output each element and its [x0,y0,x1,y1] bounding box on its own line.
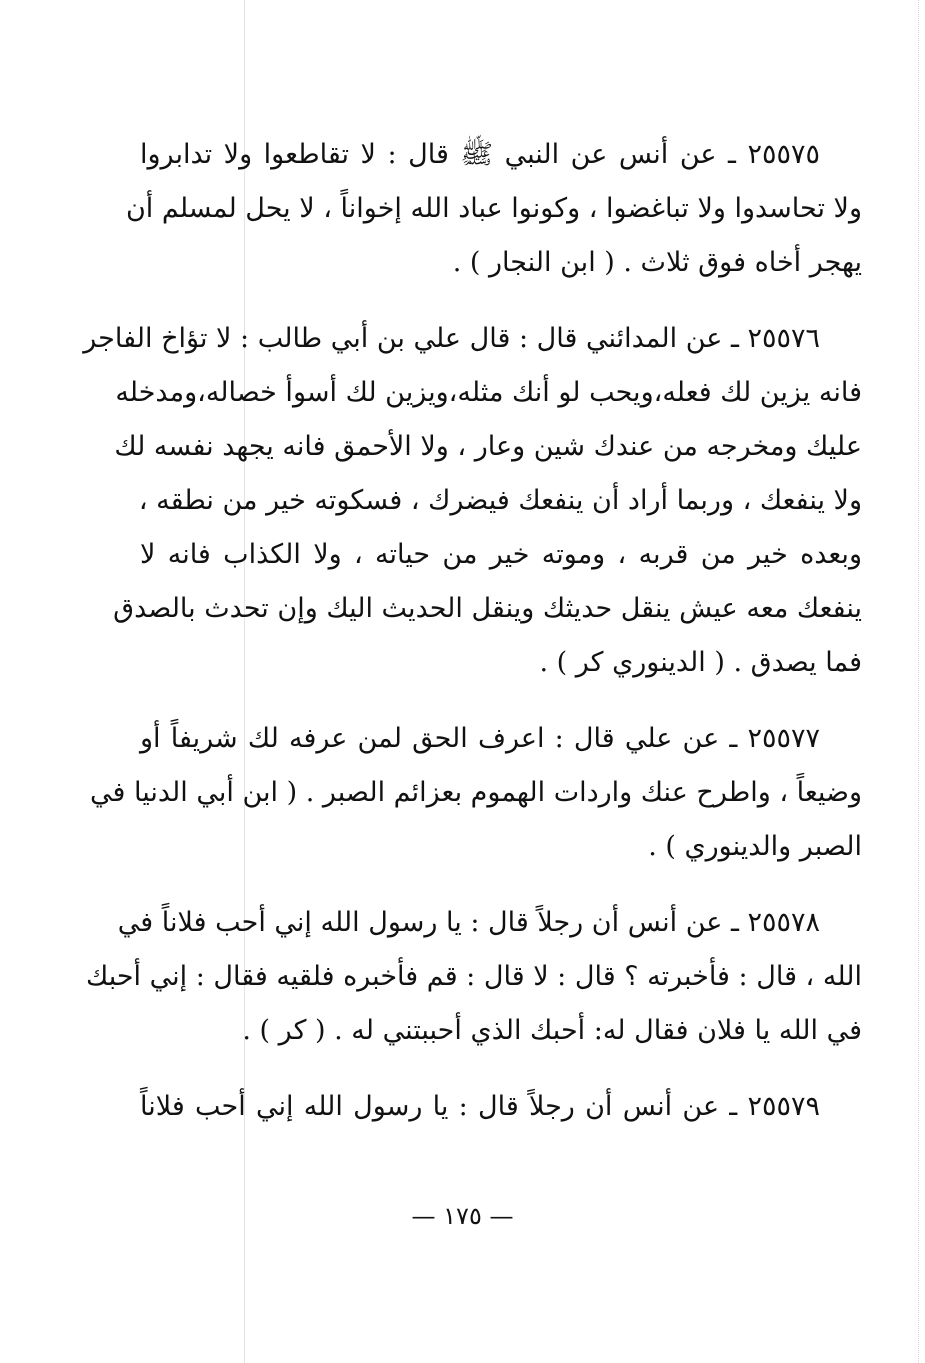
text-line: الله ، قال : فأخبرته ؟ قال : لا قال : قم فأخبره فلقيه فقال : إني أحبك [85,961,862,992]
text-line: فانه يزين لك فعله،ويحب لو أنك مثله،ويزين لك أسوأ خصاله،ومدخله [115,377,862,408]
text-line: فما يصدق . ( الدينوري كر ) . [539,647,862,678]
page-edge-marks [917,0,919,1363]
text-line: في الله يا فلان فقال له: أحبك الذي أحببتني له . ( كر ) . [242,1015,862,1046]
entry-25577 [89,712,862,874]
entry-25578 [85,896,862,1058]
text-line: وبعده خير من قربه ، وموته خير من حياته ، ولا الكذاب فانه لا [140,539,862,570]
entry-25579 [140,1080,862,1134]
text-line: ٢٥٥٧٩ ـ عن أنس أن رجلاً قال : يا رسول الله إني أحب فلاناً [140,1091,820,1122]
text-line: ينفعك معه عيش ينقل حديثك وينقل الحديث اليك وإن تحدث بالصدق [113,593,862,624]
entry-25575 [125,128,862,290]
text-line: ٢٥٥٧٨ ـ عن أنس أن رجلاً قال : يا رسول الله إني أحب فلاناً في [117,907,820,938]
text-line: ولا ينفعك ، وربما أراد أن ينفعك فيضرك ، فسكوته خير من نطقه ، [138,485,862,516]
page-number: — ١٧٥ — [411,1202,514,1230]
text-line: ولا تحاسدوا ولا تباغضوا ، وكونوا عباد الله إخواناً ، لا يحل لمسلم أن [125,193,862,224]
text-line: ٢٥٥٧٧ ـ عن علي قال : اعرف الحق لمن عرفه لك شريفاً أو [140,723,820,754]
text-line: الصبر والدينوري ) . [648,831,862,862]
entry-25576 [83,312,862,690]
text-line: ٢٥٥٧٥ ـ عن أنس عن النبي ﷺ قال : لا تقاطعوا ولا تدابروا [140,139,820,170]
text-line: ٢٥٥٧٦ ـ عن المدائني قال : قال علي بن أبي طالب : لا تؤاخ الفاجر [83,323,820,354]
text-line: يهجر أخاه فوق ثلاث . ( ابن النجار ) . [452,247,862,278]
text-line: وضيعاً ، واطرح عنك واردات الهموم بعزائم الصبر . ( ابن أبي الدنيا في [89,777,862,808]
text-line: عليك ومخرجه من عندك شين وعار ، ولا الأحمق فانه يجهد نفسه لك [114,431,862,462]
page-body [83,128,862,1156]
